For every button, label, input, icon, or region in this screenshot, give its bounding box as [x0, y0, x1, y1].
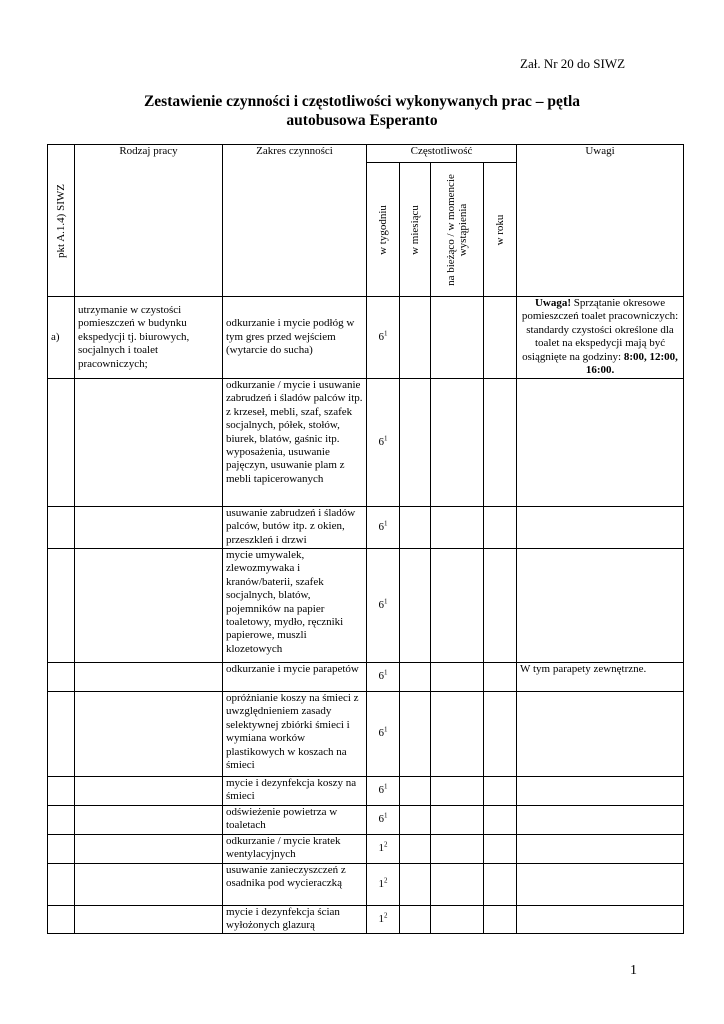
on-demand-cell	[431, 297, 484, 379]
weekly-cell: $6^1$	[367, 777, 400, 806]
weekly-cell: $6^1$	[367, 663, 400, 692]
scope-cell: odkurzanie / mycie kratek wentylacyjnych	[223, 835, 367, 864]
scope-cell: odkurzanie i mycie parapetów	[223, 663, 367, 692]
table-row	[48, 864, 684, 906]
table-row	[48, 549, 684, 663]
col-header-section: pkt A.1.4) SIWZ	[48, 145, 75, 297]
header-row-1	[48, 145, 684, 163]
table-row	[48, 507, 684, 549]
page-number: 1	[630, 963, 637, 978]
col-header-monthly: w miesiącu	[400, 163, 431, 297]
attachment-label: Zał. Nr 20 do SIWZ	[520, 56, 626, 71]
weekly-cell: $6^1$	[367, 692, 400, 777]
weekly-cell: $6^1$	[367, 507, 400, 549]
weekly-cell: $1^2$	[367, 835, 400, 864]
scope-cell: odkurzanie i mycie podłóg w tym gres przed wejściem (wytarcie do sucha)	[223, 297, 367, 379]
table-row	[48, 777, 684, 806]
scope-cell: mycie i dezynfekcja ścian wyłożonych glazurą	[223, 906, 367, 934]
table-row	[48, 692, 684, 777]
work-type-cell: utrzymanie w czystości pomieszczeń w budynku ekspedycji tj. biurowych, socjalnych i toalet pracowniczych;	[75, 297, 223, 379]
notes-cell: W tym parapety zewnętrzne.	[517, 663, 684, 692]
col-header-yearly: w roku	[484, 163, 517, 297]
col-header-frequency: Częstotliwość	[367, 145, 517, 163]
scope-cell: mycie i dezynfekcja koszy na śmieci	[223, 777, 367, 806]
table-row	[48, 297, 684, 379]
col-header-work-type: Rodzaj pracy	[75, 145, 223, 297]
table-row	[48, 806, 684, 835]
monthly-cell	[400, 297, 431, 379]
notes-cell: Uwaga! Sprzątanie okresowe pomieszczeń toalet pracowniczych: standardy czystości określone dla toalet na ekspedycji mają być osiągnięte na godziny: 8:00, 12:00, 16:00.	[517, 297, 684, 379]
table-row	[48, 906, 684, 934]
scope-cell: mycie umywalek, zlewozmywaka i kranów/baterii, szafek socjalnych, blatów, pojemników na papier toaletowy, mydło, ręczniki papierowe, muszli klozetowych	[223, 549, 367, 663]
col-header-scope: Zakres czynności	[223, 145, 367, 297]
activities-table	[47, 144, 684, 934]
weekly-cell: $6^1$	[367, 297, 400, 379]
scope-cell: usuwanie zanieczyszczeń z osadnika pod wycieraczką	[223, 864, 367, 906]
scope-cell: odświeżenie powietrza w toaletach	[223, 806, 367, 835]
table-row	[48, 663, 684, 692]
weekly-cell: $1^2$	[367, 864, 400, 906]
col-header-on-demand: na bieżąco / w momencie wystąpienia	[431, 163, 484, 297]
weekly-cell: $1^2$	[367, 906, 400, 934]
weekly-cell: $6^1$	[367, 549, 400, 663]
table-row	[48, 379, 684, 507]
weekly-cell: $6^1$	[367, 806, 400, 835]
scope-cell: odkurzanie / mycie i usuwanie zabrudzeń i śladów palców itp. z krzeseł, mebli, szaf, szafek socjalnych, półek, stołów, biurek, blatów, gaśnic itp. wyposażenia, usuwanie pajęczyn, usuwanie plam z mebli tapicerowanych	[223, 379, 367, 507]
title-line-1: Zestawienie czynności i częstotliwości wykonywanych prac – pętla	[143, 93, 581, 110]
yearly-cell	[484, 297, 517, 379]
page-title	[90, 92, 634, 130]
scope-cell: opróżnianie koszy na śmieci z uwzględnieniem zasady selektywnej zbiórki śmieci i wymiana worków plastikowych w koszach na śmieci	[223, 692, 367, 777]
col-header-weekly: w tygodniu	[367, 163, 400, 297]
section-cell: a)	[48, 297, 75, 379]
col-header-notes: Uwagi	[517, 145, 684, 297]
table-row	[48, 835, 684, 864]
weekly-cell: $6^1$	[367, 379, 400, 507]
title-line-2: autobusowa Esperanto	[286, 112, 438, 129]
scope-cell: usuwanie zabrudzeń i śladów palców, butów itp. z okien, przeszkleń i drzwi	[223, 507, 367, 549]
